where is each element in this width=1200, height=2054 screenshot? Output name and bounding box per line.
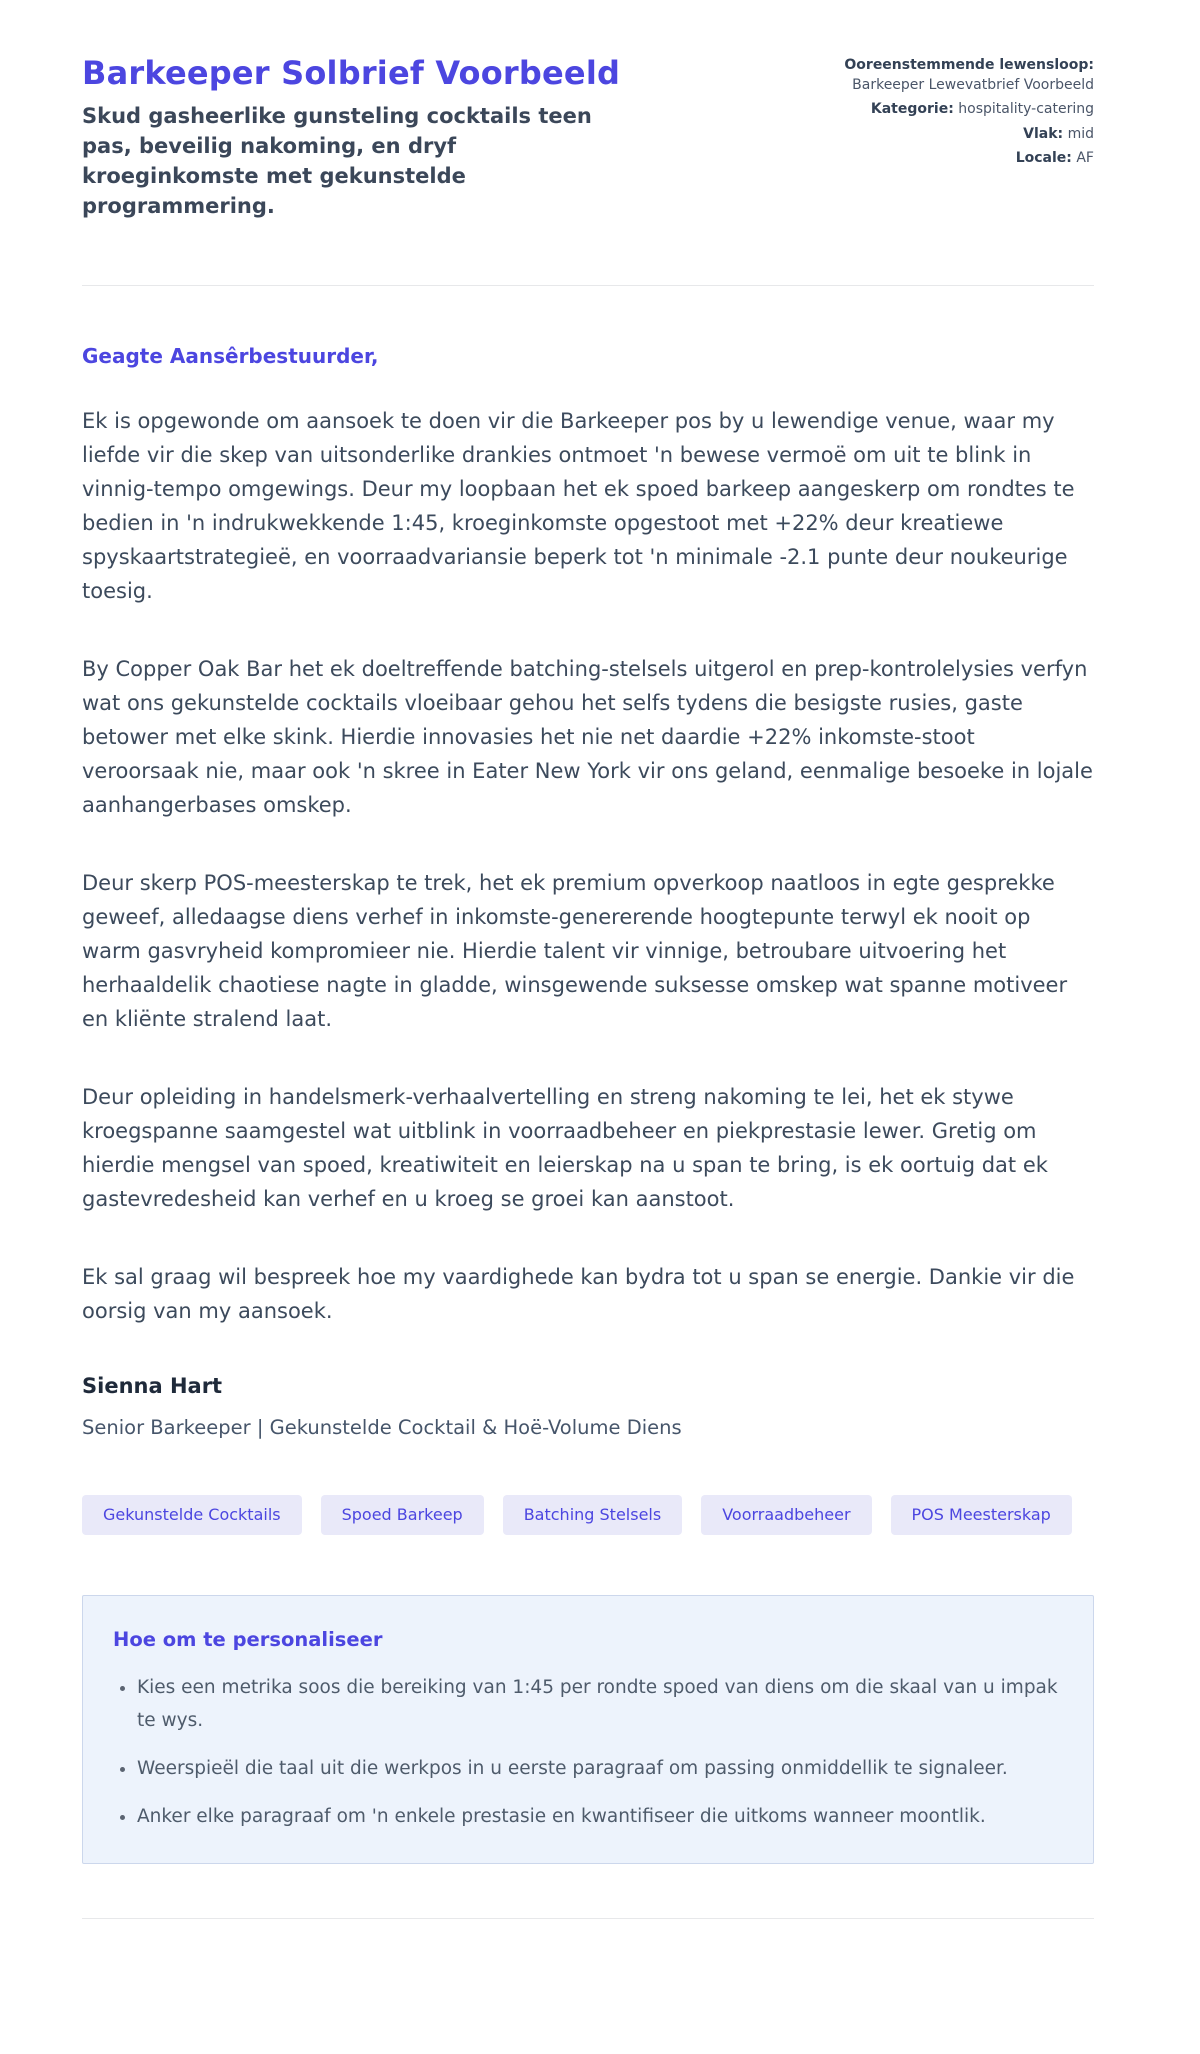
skill-tag: POS Meesterskap [891, 1495, 1072, 1535]
letter-body [82, 404, 1094, 1328]
letter-greeting: Geagte Aansêrbestuurder, [82, 344, 379, 368]
meta-row [822, 125, 1094, 145]
meta-label: Kategorie: [870, 101, 954, 117]
skill-tag: Batching Stelsels [503, 1495, 683, 1535]
skill-tag: Voorraadbeheer [701, 1495, 871, 1535]
page-header [82, 54, 1094, 221]
page-subtitle: Skud gasheerlike gunsteling cocktails teen pas, beveilig nakoming, en dryf kroeginkomste met gekunstelde programmering. [82, 104, 592, 218]
meta-value: mid [1067, 125, 1094, 142]
meta-row [822, 56, 1094, 95]
page-title: Barkeeper Solbrief Voorbeeld [82, 54, 621, 92]
meta-row [822, 100, 1094, 120]
tip-item: • Anker elke paragraaf om 'n enkele prestasie en kwantifiseer die uitkoms wanneer moontlik. [137, 1800, 1063, 1833]
meta-block [822, 54, 1094, 174]
letter-paragraph: Ek sal graag wil bespreek hoe my vaardighede kan bydra tot u span se energie. Dankie vir die oorsig van my aansoek. [82, 1265, 1075, 1323]
letter-paragraph: Ek is opgewonde om aansoek te doen vir die Barkeeper pos by u lewendige venue, waar my liefde vir die skep van uitsonderlike drankies ontmoet 'n bewese vermoë om uit te blink in vinnig-tempo omgewings. Deur my loopbaan het ek spoed barkeep aangeskerp om rondtes te bedien in 'n indrukwekkende 1:45, kroeginkomste opgestoot met +22% deur kreatiewe spyskaartstrategieë, en voorraadvariansie beperk tot 'n minimale -2.1 punte deur noukeurige toesig. [82, 409, 1075, 603]
tips-list [113, 1671, 1063, 1833]
tip-item: • Kies een metrika soos die bereiking van 1:45 per rondte spoed van diens om die skaal van u impak te wys. [137, 1671, 1063, 1737]
header-divider [82, 285, 1094, 286]
personalization-tips-box [82, 1595, 1094, 1864]
meta-row [822, 149, 1094, 169]
skill-tags [82, 1495, 1094, 1535]
signature-name: Sienna Hart [82, 1374, 223, 1398]
skill-tag: Gekunstelde Cocktails [82, 1495, 302, 1535]
header-title-block [82, 54, 627, 221]
footer-divider [82, 1918, 1094, 1919]
meta-value: hospitality-catering [958, 101, 1094, 117]
letter-paragraph: Deur opleiding in handelsmerk-verhaalvertelling en streng nakoming te lei, het ek stywe kroegspanne saamgestel wat uitblink in voorraadbeheer en piekprestasie lewer. Gretig om hierdie mengsel van spoed, kreatiwiteit en leierskap na u span te bring, is ek oortuig dat ek gastevredesheid kan verhef en u kroeg se groei kan aanstoot. [82, 1085, 1048, 1211]
meta-label: Ooreenstemmende lewensloop: [844, 57, 1094, 73]
meta-label: Locale: [1015, 150, 1072, 166]
tips-title: Hoe om te personaliseer [113, 1628, 383, 1651]
meta-value: Barkeeper Lewevatbrief Voorbeeld [852, 76, 1094, 93]
signature-role: Senior Barkeeper | Gekunstelde Cocktail & Hoë-Volume Diens [82, 1416, 682, 1439]
tip-item: • Weerspieël die taal uit die werkpos in u eerste paragraaf om passing onmiddellik te signaleer. [137, 1752, 1063, 1785]
letter-paragraph: Deur skerp POS-meesterskap te trek, het ek premium opverkoop naatloos in egte gesprekke geweef, alledaagse diens verhef in inkomste-genererende hoogtepunte terwyl ek nooit op warm gasvryheid kompromieer nie. Hierdie talent vir vinnige, betroubare uitvoering het herhaaldelik chaotiese nagte in gladde, winsgewende suksesse omskep wat spanne motiveer en kliënte stralend laat. [82, 871, 1068, 1031]
letter-paragraph: By Copper Oak Bar het ek doeltreffende batching-stelsels uitgerol en prep-kontrolelysies verfyn wat ons gekunstelde cocktails vloeibaar gehou het selfs tydens die besigste rusies, gaste betower met elke skink. Hierdie innovasies het nie net daardie +22% inkomste-stoot veroorsaak nie, maar ook 'n skree in Eater New York vir ons geland, eenmalige besoeke in lojale aanhangerbases omskep. [82, 657, 1093, 817]
cover-letter-page [82, 0, 1094, 1919]
meta-label: Vlak: [1023, 125, 1064, 142]
meta-value: AF [1076, 150, 1094, 166]
skill-tag: Spoed Barkeep [321, 1495, 484, 1535]
